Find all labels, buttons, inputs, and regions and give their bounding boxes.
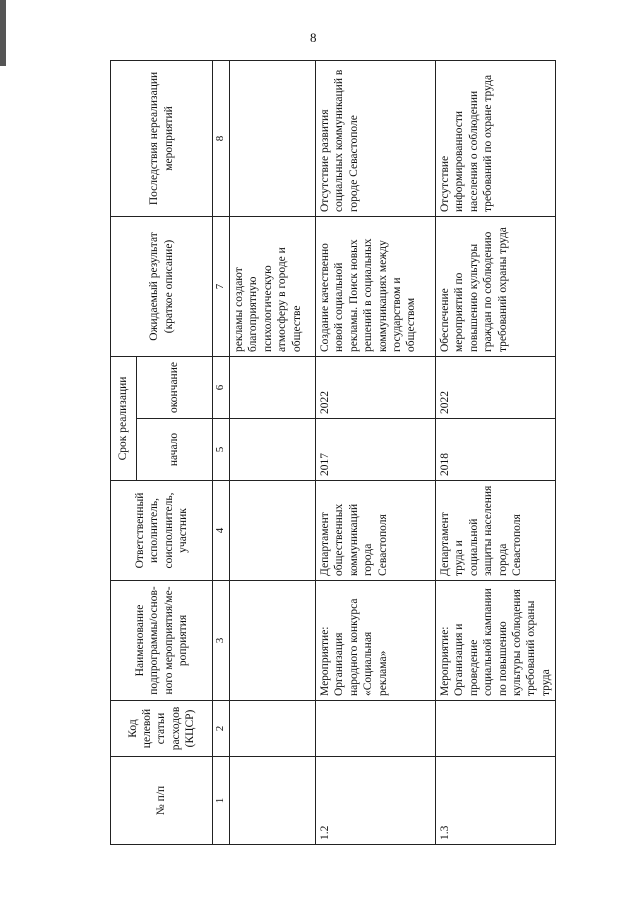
column-number: 2 (213, 701, 230, 757)
row-responsible: Департамент труда и социальной защиты населения города Севастополя (436, 481, 556, 581)
row-code (316, 701, 436, 757)
column-number: 6 (213, 357, 230, 419)
row-result: Создание качественно новой социальной рекламы. Поиск новых решений в социальных коммуникациях между государством и обществом (316, 217, 436, 357)
row-name: Мероприятие: Организация и проведение социальной кампании по повышению культуры соблюдения требований охраны труда (436, 581, 556, 701)
column-numbers-row (213, 61, 230, 845)
table-row (436, 61, 556, 845)
table-row (230, 61, 316, 845)
row-consequences: Отсутствие информированности населения о соблюдении требований по охране труда (436, 61, 556, 217)
header-end: окончание (137, 357, 213, 419)
row-num: 1.2 (316, 757, 436, 845)
column-number: 3 (213, 581, 230, 701)
header-result: Ожидаемый результат (краткое описание) (111, 217, 213, 357)
row-start: 2018 (436, 419, 556, 481)
page-number: 8 (310, 30, 317, 45)
header-responsible: Ответственный исполнитель, соисполнитель, участник (111, 481, 213, 581)
row-start (230, 419, 316, 481)
row-name (230, 581, 316, 701)
row-code (230, 701, 316, 757)
row-result: рекламы создают благоприятную психологическую атмосферу в городе и обществе (230, 217, 316, 357)
row-end (230, 357, 316, 419)
row-code (436, 701, 556, 757)
row-start: 2017 (316, 419, 436, 481)
table-row (316, 61, 436, 845)
row-consequences (230, 61, 316, 217)
header-name: Наименование подпрограммы/основ-ного мероприятия/ме-роприятия (111, 581, 213, 701)
row-responsible: Департамент общественных коммуникаций города Севастополя (316, 481, 436, 581)
row-result: Обеспечение мероприятий по повышению культуры граждан по соблюдению требований охраны труда (436, 217, 556, 357)
measures-table (110, 60, 556, 845)
column-number: 4 (213, 481, 230, 581)
header-code: Код целевой статьи расходов (КЦСР) (111, 701, 213, 757)
column-number: 8 (213, 61, 230, 217)
header-start: начало (137, 419, 213, 481)
column-number: 5 (213, 419, 230, 481)
row-num (230, 757, 316, 845)
scan-edge-mark (0, 0, 6, 66)
row-consequences: Отсутствие развития социальных коммуникаций в городе Севастополе (316, 61, 436, 217)
row-num: 1.3 (436, 757, 556, 845)
column-number: 1 (213, 757, 230, 845)
header-consequences: Последствия нереализации мероприятий (111, 61, 213, 217)
header-num: № п/п (111, 757, 213, 845)
row-end: 2022 (436, 357, 556, 419)
row-responsible (230, 481, 316, 581)
header-period: Срок реализации (111, 357, 137, 481)
rotated-table-container (110, 61, 552, 845)
row-end: 2022 (316, 357, 436, 419)
column-number: 7 (213, 217, 230, 357)
row-name: Мероприятие: Организация народного конкурса «Социальная реклама» (316, 581, 436, 701)
